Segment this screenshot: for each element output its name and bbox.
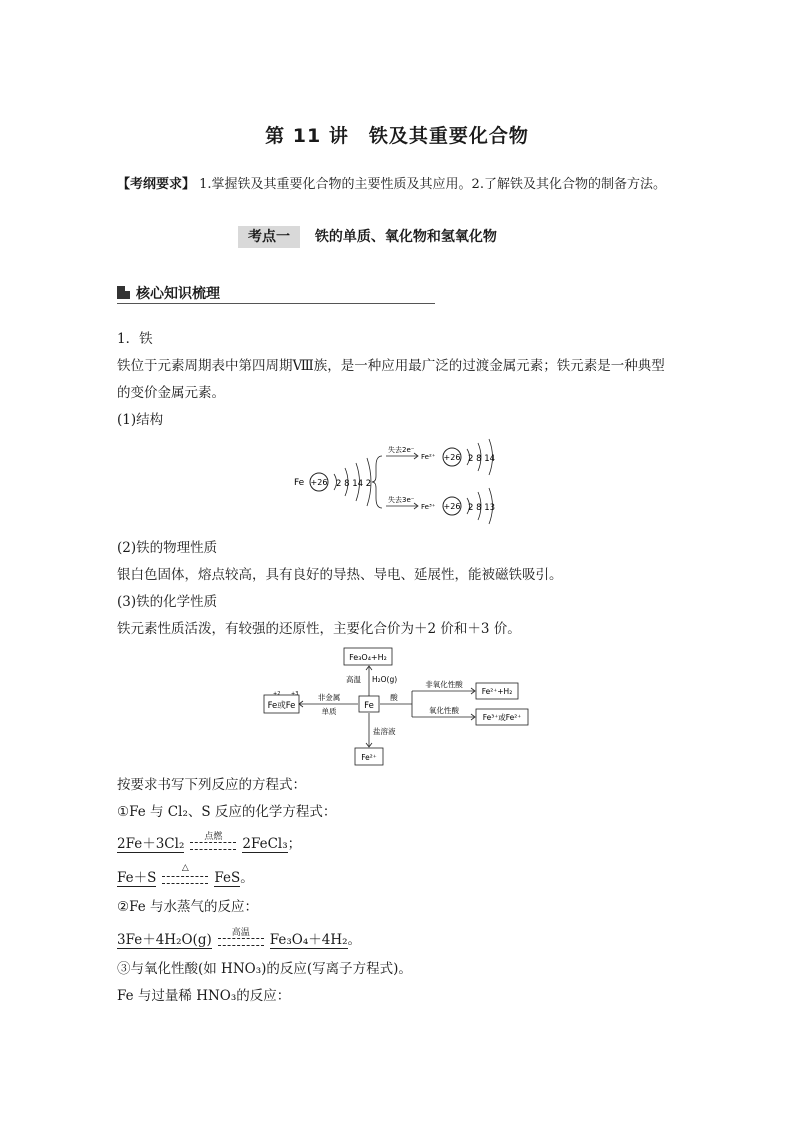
instruction: 按要求书写下列反应的方程式： (117, 777, 306, 793)
left-condition-bottom: 单质 (321, 707, 337, 716)
eq2-reactants: Fe＋S (117, 870, 157, 886)
fe2-label: Fe²⁺ (421, 453, 436, 461)
acid-label: 酸 (390, 693, 398, 702)
eq3-reactants: 3Fe＋4H₂O(g) (117, 932, 212, 948)
question-2: ②Fe 与水蒸气的反应： (117, 899, 259, 915)
top-product: Fe₃O₄+H₂ (349, 653, 387, 662)
requirements-text: 1.掌握铁及其重要化合物的主要性质及其应用。2.了解铁及其化合物的制备方法。 (199, 177, 666, 192)
iron-reactions-diagram (262, 646, 532, 768)
right-top-product: Fe²⁺+H₂ (481, 687, 513, 696)
fe3-shell-counts: 2 8 13 (468, 503, 496, 513)
fe2-shell-counts: 2 8 14 (468, 454, 496, 464)
nonoxidizing-acid-label: 非氧化性酸 (425, 680, 463, 689)
fe3-nucleus-charge: +26 (443, 502, 461, 511)
eq1-condition: 点燃 (204, 832, 223, 842)
physical-heading: (2)铁的物理性质 (117, 540, 218, 556)
section-divider (117, 303, 435, 304)
question-3-sub: Fe 与过量稀 HNO₃的反应： (117, 988, 291, 1004)
left-condition-top: 非金属 (317, 693, 341, 702)
exam-point-label: 考点一 (238, 226, 300, 248)
fe-shell-counts: 2 8 14 2 (336, 479, 372, 489)
right-bottom-product: Fe³⁺或Fe²⁺ (482, 713, 522, 722)
question-1: ①Fe 与 Cl₂、S 反应的化学方程式： (117, 804, 337, 820)
section-heading (117, 283, 220, 303)
section-title: 核心知识梳理 (136, 286, 220, 302)
eq3-products: Fe₃O₄＋4H₂ (269, 932, 348, 948)
branch-brace (372, 456, 382, 508)
bottom-product: Fe²⁺ (361, 753, 377, 762)
lose3-label: 失去3e⁻ (388, 496, 415, 504)
oxidizing-acid-label: 氧化性酸 (429, 706, 459, 715)
fe-nucleus-charge: +26 (310, 478, 328, 487)
eq1-arrow (190, 832, 236, 853)
iron-heading: 1．铁 (117, 331, 153, 347)
physical-text: 银白色固体，熔点较高，具有良好的导热、导电、延展性，能被磁铁吸引。 (117, 567, 563, 583)
page-title: 第 11 讲 铁及其重要化合物 (265, 125, 529, 147)
requirements-label: 【考纲要求】 (117, 177, 196, 192)
equation-fe-cl2: 2Fe＋3Cl₂ 点燃 2FeCl₃； (117, 832, 301, 853)
exam-point-heading (238, 226, 497, 246)
eq2-arrow (162, 863, 208, 887)
fe2-nucleus-charge: +26 (443, 453, 461, 462)
fe-label: Fe (294, 478, 305, 488)
eq3-condition: 高温 (231, 928, 250, 938)
atom-structure-diagram (290, 436, 510, 526)
bottom-condition: 盐溶液 (373, 727, 396, 736)
chemical-heading: (3)铁的化学性质 (117, 594, 218, 610)
eq1-products: 2FeCl₃ (242, 836, 288, 852)
eq1-reactants: 2Fe＋3Cl₂ (117, 836, 185, 852)
eq2-products: FeS (214, 870, 241, 886)
arrowhead-icon (471, 688, 475, 720)
oxidation-state-plus2: +2 (273, 691, 281, 697)
syllabus-requirements (117, 173, 666, 192)
left-product: Fe或Fe (267, 701, 296, 711)
equation-fe-h2o: 3Fe＋4H₂O(g) 高温 Fe₃O₄＋4H₂。 (117, 928, 361, 949)
oxidation-state-plus3: +3 (291, 691, 299, 697)
lose2-label: 失去2e⁻ (388, 446, 415, 454)
fe3-label: Fe³⁺ (421, 503, 436, 511)
top-condition-left: 高温 (346, 675, 361, 684)
eq2-condition: △ (181, 863, 189, 873)
iron-intro-line1: 铁位于元素周期表中第四周期Ⅷ族，是一种应用最广泛的过渡金属元素；铁元素是一种典型 (117, 358, 665, 374)
iron-intro-line2: 的变价金属元素。 (117, 385, 225, 401)
top-condition-right: H₂O(g) (372, 675, 398, 684)
center-fe: Fe (364, 701, 374, 711)
structure-heading: (1)结构 (117, 412, 164, 428)
exam-point-title: 铁的单质、氧化物和氢氧化物 (314, 229, 497, 245)
eq3-arrow (218, 928, 264, 949)
equation-fe-s: Fe＋S △ FeS。 (117, 863, 254, 886)
question-3: ③与氧化性酸(如 HNO₃)的反应(写离子方程式)。 (117, 961, 412, 977)
square-bullet-icon (117, 286, 130, 299)
chemical-text: 铁元素性质活泼，有较强的还原性，主要化合价为＋2 价和＋3 价。 (117, 621, 521, 637)
